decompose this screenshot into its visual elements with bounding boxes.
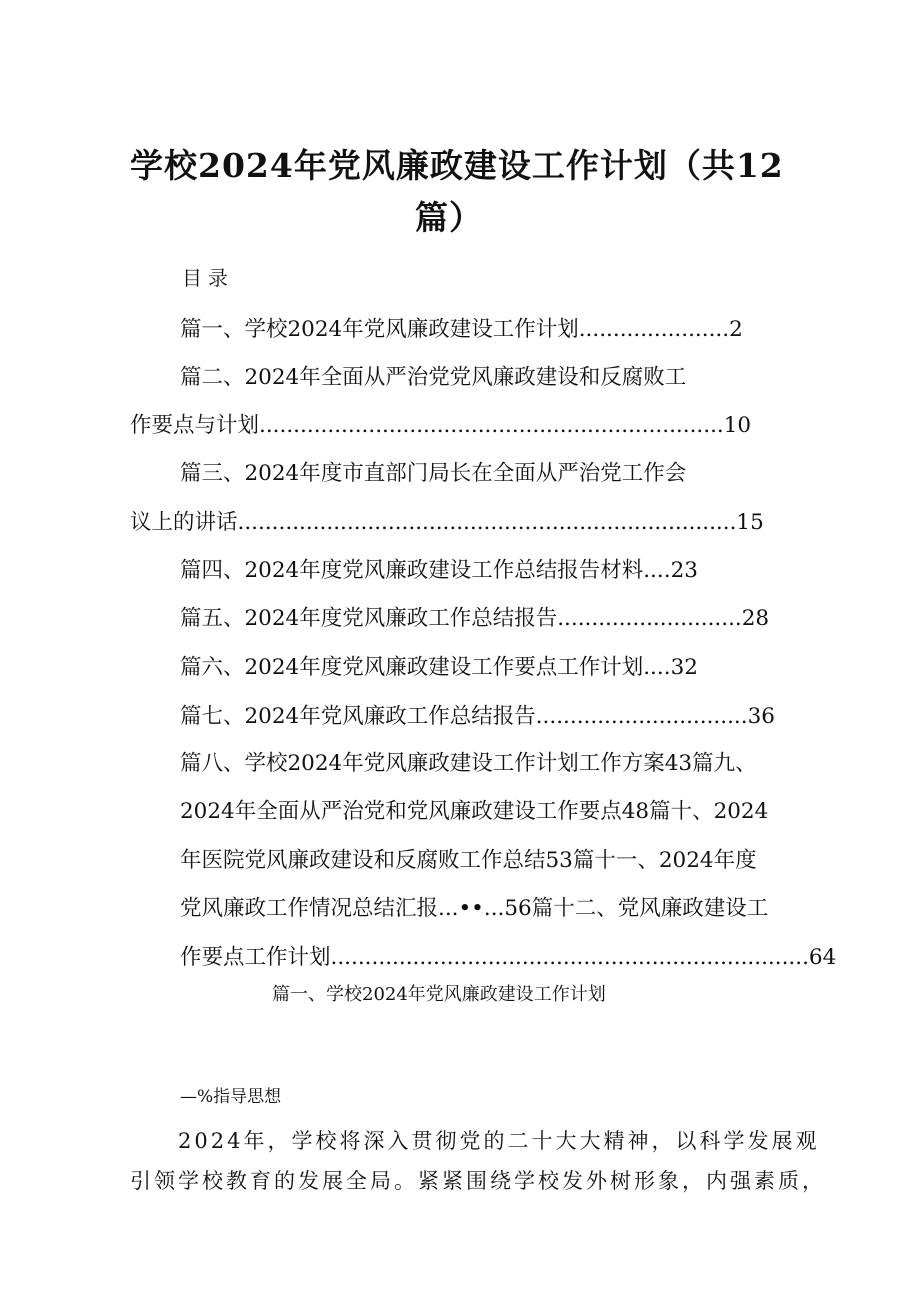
toc-entry-2[interactable] <box>180 360 686 391</box>
toc-run-line-3[interactable]: 年医院党风廉政建设和反腐败工作总结53篇十一、2024年度 <box>180 848 757 873</box>
toc-entry-3-cont[interactable] <box>130 505 764 536</box>
toc-entry-text: 篇二、2024年全面从严治党党风廉政建设和反腐败工 <box>180 365 687 390</box>
toc-dots: ...................................................................... <box>330 945 809 970</box>
toc-page-number: 23 <box>670 558 698 583</box>
toc-run-line-2[interactable]: 2024年全面从严治党和党风廉政建设工作要点48篇十、2024 <box>180 799 769 824</box>
toc-page-number: 10 <box>723 413 752 438</box>
toc-entry-text: 篇三、2024年度市直部门局长在全面从严治党工作会 <box>180 461 687 486</box>
doc-title-line1: 学校2024年党风廉政建设工作计划（共12 <box>130 146 784 185</box>
toc-page-number: 64 <box>808 945 837 970</box>
toc-run-line-1[interactable]: 篇八、学校2024年党风廉政建设工作计划工作方案43篇九、 <box>180 751 757 776</box>
toc-entry-1[interactable] <box>180 312 743 343</box>
toc-dots: ............................... <box>535 704 748 729</box>
toc-page-number: 36 <box>747 704 775 729</box>
toc-dots: .... <box>643 558 671 583</box>
toc-dots: .... <box>643 655 671 680</box>
body-paragraph-line-2: 引领学校教育的发展全局。紧紧围绕学校发外树形象，内强素质， <box>130 1169 826 1193</box>
toc-entry-text: 篇六、2024年度党风廉政建设工作要点工作计划 <box>180 655 644 680</box>
toc-entry-3[interactable] <box>180 456 686 487</box>
toc-page-number: 28 <box>741 606 770 631</box>
toc-entry-4[interactable] <box>180 553 698 584</box>
doc-title-line2: 篇） <box>415 198 483 237</box>
toc-page-number: 32 <box>670 655 698 680</box>
toc-entry-text: 议上的讲话 <box>130 510 238 535</box>
toc-run-line-4[interactable]: 党风廉政工作情况总结汇报...••...56篇十二、党风廉政建设工 <box>180 896 769 921</box>
toc-entry-last[interactable] <box>180 940 836 971</box>
toc-page-number: 15 <box>736 510 764 535</box>
toc-entry-2-cont[interactable] <box>130 408 751 439</box>
toc-entry-text: 篇一、学校2024年党风廉政建设工作计划 <box>180 317 579 342</box>
toc-entry-text: 篇七、2024年党风廉政工作总结报告 <box>180 704 536 729</box>
toc-entry-text: 篇五、2024年度党风廉政工作总结报告 <box>180 606 558 631</box>
toc-dots: ......................................................................... <box>237 510 737 535</box>
toc-label: 目录 <box>182 266 234 290</box>
toc-dots: ........................... <box>557 606 742 631</box>
subsection-heading: —%指导思想 <box>180 1087 282 1107</box>
toc-entry-5[interactable] <box>180 601 769 632</box>
toc-dots: .................................................................... <box>259 413 724 438</box>
toc-entry-text: 作要点工作计划 <box>180 945 331 970</box>
toc-entry-7[interactable] <box>180 699 775 730</box>
body-paragraph-line-1: 2024年，学校将深入贯彻党的二十大大精神，以科学发展观 <box>178 1129 820 1153</box>
toc-page-number: 2 <box>729 317 743 342</box>
toc-entry-6[interactable] <box>180 650 698 681</box>
toc-entry-text: 作要点与计划 <box>130 413 260 438</box>
toc-entry-text: 篇四、2024年度党风廉政建设工作总结报告材料 <box>180 558 644 583</box>
section-title: 篇一、学校2024年党风廉政建设工作计划 <box>272 984 606 1005</box>
toc-dots: ...................... <box>578 317 730 342</box>
